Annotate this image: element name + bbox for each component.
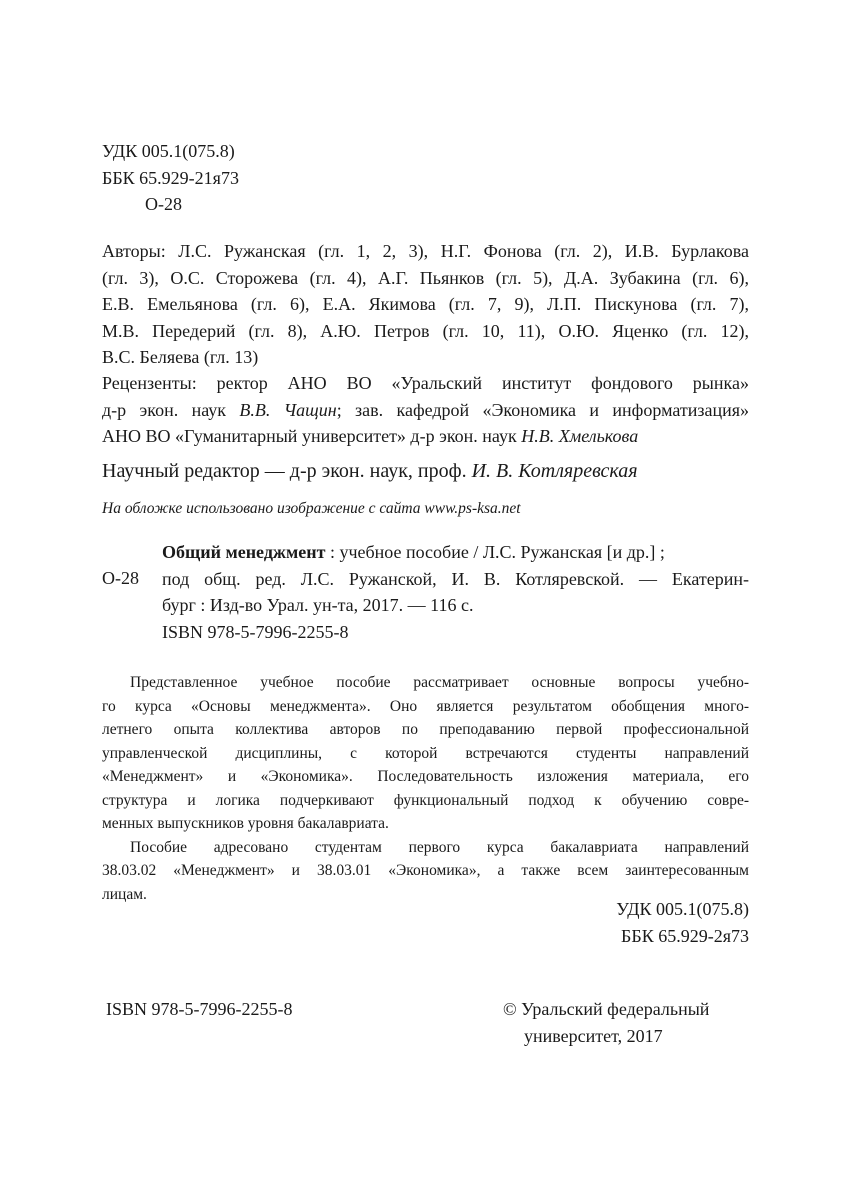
bibliography-line: Общий менеджмент : учебное пособие / Л.С. Ружанская [и др.] ; — [162, 542, 665, 562]
annotation-line: лицам. — [102, 885, 147, 903]
reviewers-line: Рецензенты: ректор АНО ВО «Уральский институт фондового рынка» — [102, 373, 749, 393]
reviewers-line: АНО ВО «Гуманитарный университет» д-р экон. наук Н.В. Хмелькова — [102, 426, 639, 446]
book-title: Общий менеджмент — [162, 542, 326, 562]
bbk-code: ББК 65.929-21я73 — [102, 167, 239, 188]
bibliography-code: О-28 — [102, 568, 139, 588]
bibliography-line: под общ. ред. Л.С. Ружанской, И. В. Котляревской. — Екатерин- — [162, 568, 749, 589]
isbn-bottom: ISBN 978-5-7996-2255-8 — [106, 999, 293, 1019]
annotation — [102, 671, 749, 906]
bibliography-isbn: ISBN 978-5-7996-2255-8 — [162, 621, 349, 642]
annotation-line: Представленное учебное пособие рассматривает основные вопросы учебно- — [130, 674, 749, 691]
copyright-line: © Уральский федеральный — [503, 999, 710, 1019]
editor-name: И. В. Котляревская — [471, 460, 638, 482]
right-codes — [616, 896, 749, 949]
cover-note: На обложке использовано изображение с сайта www.ps-ksa.net — [102, 500, 521, 517]
annotation-line: «Менеджмент» и «Экономика». Последовательность изложения материала, его — [102, 768, 749, 785]
annotation-line: го курса «Основы менеджмента». Оно является результатом обобщения много- — [102, 697, 749, 715]
authors-line: Авторы: Л.С. Ружанская (гл. 1, 2, 3), Н.Г. Фонова (гл. 2), И.В. Бурлакова — [102, 241, 749, 261]
annotation-line: структура и логика подчеркивают функциональный подход к обучению совре- — [102, 791, 749, 809]
copyright — [503, 996, 709, 1049]
reviewers-line: д-р экон. наук В.В. Чащин; зав. кафедрой «Экономика и информатизация» — [102, 399, 749, 420]
annotation-line: менных выпускников уровня бакалавриата. — [102, 815, 389, 832]
bbk-code-right: ББК 65.929-2я73 — [621, 925, 749, 946]
authors-line: В.С. Беляева (гл. 13) — [102, 347, 259, 367]
authors-line: Е.В. Емельянова (гл. 6), Е.А. Якимова (гл. 7, 9), Л.П. Пискунова (гл. 7), — [102, 294, 749, 314]
reviewer-name: Н.В. Хмелькова — [521, 426, 639, 446]
annotation-line: 38.03.02 «Менеджмент» и 38.03.01 «Экономика», а также всем заинтересованным — [102, 862, 749, 879]
authors-block — [102, 238, 749, 371]
udk-bbk-block — [102, 138, 749, 218]
udk-code-right: УДК 005.1(075.8) — [616, 899, 749, 919]
authors-line: (гл. 3), О.С. Сторожева (гл. 4), А.Г. Пьянков (гл. 5), Д.А. Зубакина (гл. 6), — [102, 267, 749, 288]
author-mark: О-28 — [145, 194, 182, 214]
authors-line: М.В. Передерий (гл. 8), А.Ю. Петров (гл. 10, 11), О.Ю. Яценко (гл. 12), — [102, 320, 749, 341]
annotation-line: летнего опыта коллектива авторов по преподаванию первой профессиональной — [102, 721, 749, 738]
udk-code: УДК 005.1(075.8) — [102, 141, 235, 161]
copyright-line: университет, 2017 — [524, 1025, 663, 1046]
reviewers-block — [102, 370, 749, 450]
bibliography-line: бург : Изд-во Урал. ун-та, 2017. — 116 с. — [162, 595, 474, 615]
reviewer-name: В.В. Чащин — [239, 399, 337, 420]
annotation-line: Пособие адресовано студентам первого курса бакалавриата направлений — [130, 838, 749, 856]
scientific-editor: Научный редактор — д-р экон. наук, проф. И. В. Котляревская — [102, 460, 638, 482]
bibliography-record — [162, 539, 749, 645]
annotation-line: управленческой дисциплины, с которой встречаются студенты направлений — [102, 744, 749, 762]
